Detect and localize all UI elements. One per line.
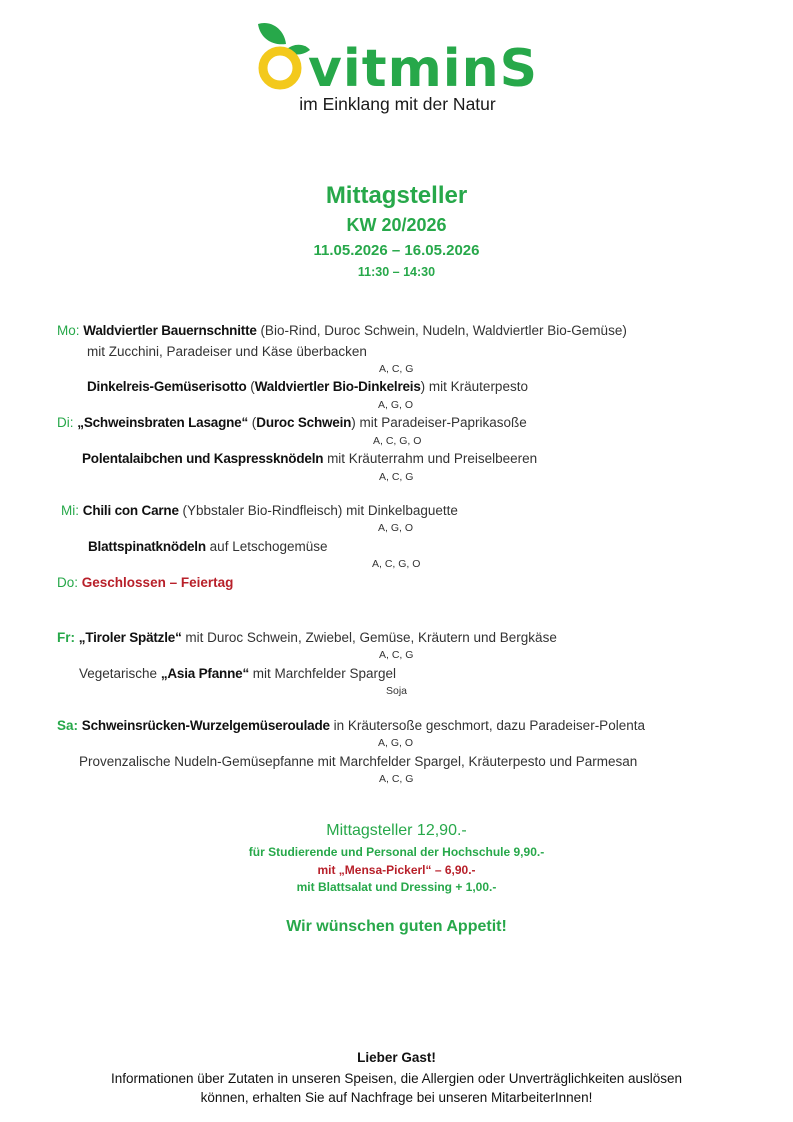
- price-mensa: mit „Mensa-Pickerl“ – 6,90.-: [317, 863, 476, 877]
- calendar-week: KW 20/2026: [346, 215, 447, 235]
- menu-mo-dish2: Dinkelreis-Gemüserisotto (Waldviertler Bio-Dinkelreis) mit Kräuterpesto: [87, 379, 528, 394]
- allergens-sa-2: A, C, G: [379, 773, 414, 785]
- allergens-mo-1: A, C, G: [379, 363, 414, 375]
- allergens-di-2: A, C, G: [379, 471, 414, 483]
- price-students: für Studierende und Personal der Hochschule 9,90.-: [248, 845, 545, 859]
- menu-mi-dish2: Blattspinatknödeln auf Letschogemüse: [88, 539, 328, 554]
- allergens-mi-1: A, G, O: [378, 522, 414, 534]
- price-salad: mit Blattsalat und Dressing + 1,00.-: [296, 880, 497, 894]
- menu-mo-dish1: Mo: Waldviertler Bauernschnitte (Bio-Rind, Duroc Schwein, Nudeln, Waldviertler Bio-Gemüse): [57, 323, 627, 338]
- footer-line-2: können, erhalten Sie auf Nachfrage bei unseren MitarbeiterInnen!: [200, 1090, 593, 1105]
- allergens-mo-2: A, G, O: [378, 399, 414, 411]
- day-label-mi: Mi: [61, 503, 76, 518]
- day-label-sa: Sa:: [57, 718, 79, 733]
- closed-notice: Geschlossen – Feiertag: [81, 575, 234, 590]
- page-title: Mittagsteller: [325, 182, 468, 209]
- menu-sa-dish1: Sa: Schweinsrücken-Wurzelgemüseroulade in Kräutersoße geschmort, dazu Paradeiser-Polenta: [57, 718, 645, 733]
- day-label-fr: Fr:: [57, 630, 75, 645]
- menu-fr-dish2: Vegetarische „Asia Pfanne“ mit Marchfelder Spargel: [79, 666, 397, 681]
- closing-greeting: Wir wünschen guten Appetit!: [286, 918, 507, 935]
- menu-di-dish2: Polentalaibchen und Kaspressknödeln mit Kräuterrahm und Preiselbeeren: [82, 451, 538, 466]
- day-label-di: Di:: [57, 415, 74, 430]
- day-label-do: Do: [57, 575, 75, 590]
- menu-fr-dish1: Fr: „Tiroler Spätzle“ mit Duroc Schwein, Zwiebel, Gemüse, Kräutern und Bergkäse: [57, 630, 557, 645]
- allergens-mi-2: A, C, G, O: [372, 558, 421, 570]
- date-range: 11.05.2026 – 16.05.2026: [313, 242, 480, 259]
- footer-line-1: Informationen über Zutaten in unseren Speisen, die Allergien oder Unverträglichkeiten auslösen: [110, 1071, 683, 1086]
- menu-sa-dish2: Provenzalische Nudeln-Gemüsepfanne mit Marchfelder Spargel, Kräuterpesto und Parmesan: [79, 754, 638, 769]
- price-main: Mittagsteller 12,90.-: [326, 822, 467, 839]
- dish-name: Waldviertler Bauernschnitte: [83, 323, 257, 338]
- menu-di-dish1: Di: „Schweinsbraten Lasagne“ (Duroc Schwein) mit Paradeiser-Paprikasoße: [57, 415, 527, 430]
- allergens-fr-1: A, C, G: [379, 649, 414, 661]
- allergens-fr-2: Soja: [386, 685, 408, 697]
- dish-desc: (Bio-Rind, Duroc Schwein, Nudeln, Waldviertler Bio-Gemüse): [256, 323, 627, 338]
- vitmins-logo: [250, 18, 550, 93]
- serving-hours: 11:30 – 14:30: [357, 265, 436, 279]
- allergens-di-1: A, C, G, O: [373, 435, 422, 447]
- day-label-mo: Mo: [57, 323, 76, 338]
- footer-title: Lieber Gast!: [357, 1050, 436, 1065]
- allergens-sa-1: A, G, O: [378, 737, 414, 749]
- menu-mi-dish1: Mi: Chili con Carne (Ybbstaler Bio-Rindfleisch) mit Dinkelbaguette: [61, 503, 458, 518]
- menu-mo-dish1-desc2: mit Zucchini, Paradeiser und Käse überbacken: [87, 344, 367, 359]
- menu-do-closed: Do: Geschlossen – Feiertag: [57, 575, 234, 590]
- logo-wordmark: vitminS: [308, 39, 539, 93]
- logo-tagline: im Einklang mit der Natur: [299, 94, 496, 114]
